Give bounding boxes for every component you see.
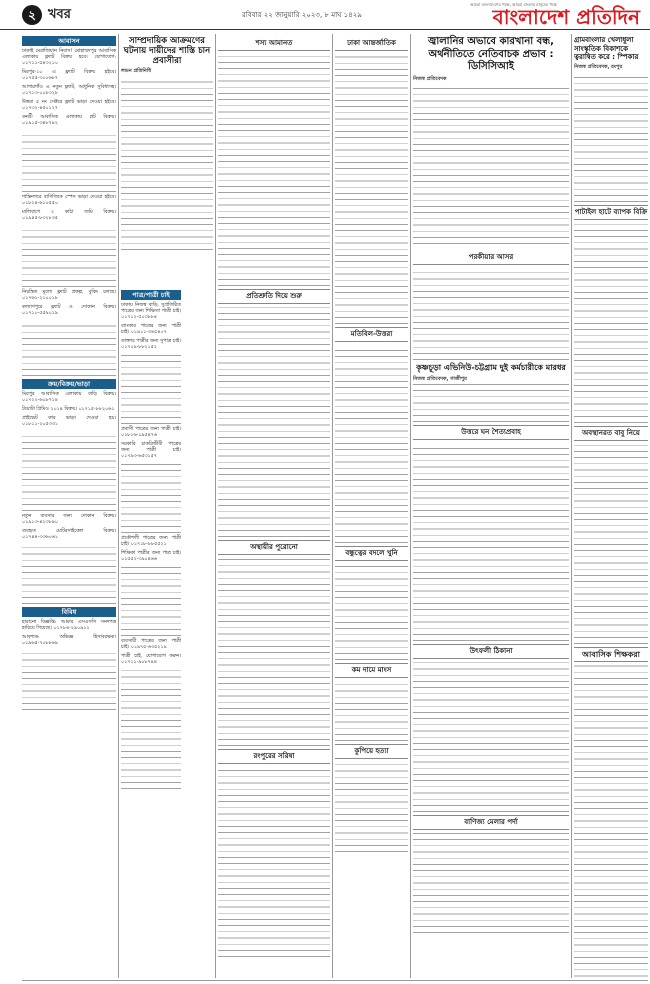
headline: আবাসিক শিক্ষকরা	[574, 647, 648, 662]
headline: রংপুরের সরিষা	[218, 749, 330, 764]
headline: মতিবিল-উত্তরা	[335, 327, 408, 342]
article-body	[218, 767, 330, 957]
article-a5-lead	[413, 34, 569, 244]
news-column-5	[413, 248, 569, 978]
article-body	[574, 665, 648, 979]
article-body	[335, 762, 408, 852]
article-body	[218, 558, 330, 746]
classified-item: ঢাকাই মেরাজিয়ান নিবাস! মোহাম্মদপুর আবাসিক এলাকায় ফ্ল্যাট বিক্রয় হবে। যোগাযোগ: ০১৭১১-৫৪৩২১০	[22, 49, 116, 66]
headline: শস্য আমানত	[218, 37, 330, 51]
classified-item: নতুন ব্যবসার জন্য দোকান বিক্রয়। ০১৯১৩-৪২৩৮৯০	[22, 514, 116, 525]
article-a1	[121, 34, 213, 254]
headline: অস্থায়ীর পুরোনো	[218, 540, 330, 555]
text-block	[22, 225, 116, 287]
headline: প্রতিশ্রুতি দিয়ে শুরু	[218, 289, 330, 304]
byline: নিজস্ব প্রতিবেদক, গাজীপুর	[413, 376, 467, 382]
article-body	[413, 833, 569, 933]
classified-section-title: আবাসন	[22, 36, 116, 46]
column-rule	[118, 34, 119, 978]
classified-item: মালিবাগে ২ কাঠা জমি বিক্রয়। ০১৯৪৫-৮৩২৮৩৫	[22, 210, 116, 221]
logo-tagline: আমরা বাংলাদেশের পক্ষে, আমরা বাংলার মানুষের পক্ষে	[470, 2, 557, 7]
classified-item: ডাক্তার পাত্রীর জন্য সুপাত্র চাই। ০১৭০৯-৮৮২১৫২	[121, 339, 181, 350]
classified-item: ব্যবসায়ী পাত্রের জন্য পাত্রী চাই। ০১৯৭৫-৬৩৫২১৯	[121, 639, 181, 650]
headline: উত্তরে ঘন শৈত্যপ্রবাহ	[413, 425, 569, 440]
text-block	[121, 566, 181, 636]
classified-item: প্রকৌশলী পাত্রের জন্য পাত্রী চাই। ০১৭১৮-৮৮৫৫২১	[121, 536, 181, 547]
classified-item: টয়োটা প্রিমিও ২০১৪ বিক্রয়। ০১৭১৫-৮৮২০৬১	[22, 407, 115, 412]
headline: অবস্থানরত বাবু নিয়ে	[574, 426, 648, 441]
classified-item: মিরপুর-১০ এ ফ্ল্যাট বিক্রয় হইবে। ০১৭৫৫-৩০০৬৮৭	[22, 70, 116, 81]
article-body	[335, 681, 408, 741]
logo-wordmark: বাংলাদেশ প্রতিদিন	[492, 5, 640, 29]
news-column-3	[218, 34, 330, 978]
classified-item: বনশ্রী আবাসিক এলাকায় প্লট বিক্রয়। ০১৯১৫-৩৪৮৭৯২	[22, 115, 116, 126]
classified-section	[22, 36, 116, 376]
classified-section	[22, 607, 116, 710]
classified-item: ব্যাংকার পাত্রের জন্য পাত্রী চাই। ০১৯১১-৩৪৫৪০৭	[121, 324, 181, 335]
classified-item: প্রবাসী পাত্রের জন্য পাত্রী চাই। ০১৮১৬-১৯৫৪৭৬	[121, 427, 181, 438]
headline: কম দামে মাংস	[335, 663, 408, 678]
classified-item: শিক্ষিকা পাত্রীর জন্য পাত্র চাই। ০১৫৫২-৩৯০৪৬৬	[121, 551, 181, 562]
classified-column	[22, 34, 116, 978]
headline: সাম্প্রদায়িক আক্রমণের ঘটনায় দায়ীদের শাস্তি চান প্রবাসীরা	[123, 36, 211, 66]
article-body	[413, 84, 569, 244]
article-body	[335, 54, 408, 324]
article-body	[121, 76, 213, 254]
news-column-right	[574, 34, 648, 978]
classified-item: ব্যবহৃত মোটরসাইকেল বিক্রয়। ০১৭৪৪-৩৩৬০৬১	[22, 529, 116, 540]
classified-item: প্রাইভেট কার ভাড়া দেওয়া হয়। ০১৮১১-২০৫৩৩১	[22, 416, 116, 427]
classified-item: কল্যাণপুরে ফ্ল্যাট ও দোকান বিক্রয়। ০১৭১০-৫৫৯০১৯	[22, 305, 116, 316]
classified-item: আগারগাঁও এ নতুন ফ্ল্যাট, আধুনিক সুবিধাসহ। ০১৭১৩-০০৮৩২৮	[22, 85, 116, 96]
byline: নিজস্ব প্রতিবেদক, রংপুর	[574, 63, 623, 70]
classified-item: ঢাকায় নিজস্ব বাড়ি, সুপ্রতিষ্ঠিত পাত্রের জন্য শিক্ষিতা পাত্রী চাই। ০১৭১২-৫০৩৮৮৪	[121, 303, 181, 320]
headline: বন্ধুত্বের বদলে খুনি	[335, 546, 408, 561]
headline: উৎফলী ঠিকানা	[413, 644, 569, 659]
classified-item: মিরপুর আবাসিক এলাকায় বাড়ি বিক্রয়। ০১৭২২-৬০৮৭১৪	[22, 392, 116, 403]
column-rule	[332, 34, 333, 978]
article-body	[413, 268, 569, 360]
classified-item: হারানো বিজ্ঞপ্তি: আমার এসএসসি সনদপত্র হারিয়ে গিয়েছে। ০১৭৮৪-২৯০৯১২	[22, 620, 116, 631]
headline: পাটাইল হাটে ব্যাপক বিক্রি	[574, 205, 648, 220]
column-rule	[215, 34, 216, 978]
classified-section-title: ক্রয়/বিক্রয়/ভাড়া	[22, 379, 116, 389]
column-rule	[571, 34, 572, 978]
text-block	[22, 544, 116, 604]
article-body	[574, 72, 648, 202]
classified-item: পাত্রী চাই, যোগাযোগ করুন। ০১৭১১-৯০৮৭৪৪	[121, 654, 181, 665]
text-block	[22, 320, 116, 376]
classified-item: সরকারি চাকরিজীবী পাত্রের জন্য পাত্রী চাই। ০১৭৯৩-৬৫৩১৫৭	[121, 442, 181, 459]
classified-section-title: বিবিধ	[22, 607, 116, 617]
section-name: খবর	[48, 7, 71, 22]
article-body	[413, 662, 569, 812]
text-block	[121, 463, 181, 533]
classified-item: উত্তরা ৫ নং সেক্টরে ফ্ল্যাট ভাড়া দেওয়া হইবে। ০১৭৩২-৪৫০১২৭	[22, 100, 116, 111]
bottom-rule	[22, 980, 648, 981]
text-block	[22, 431, 116, 511]
page-header	[0, 0, 650, 30]
classified-section-title: পাত্র/পাত্রী চাই	[121, 290, 181, 300]
page-number-badge: ২	[22, 5, 42, 25]
article-body	[335, 564, 408, 660]
headline: বাণিজ্য মেলার পর্দা	[413, 815, 569, 830]
text-block	[121, 354, 181, 424]
text-block	[22, 650, 116, 710]
headline: ঢাকা আন্তর্জাতিক	[335, 37, 408, 51]
article-body	[335, 345, 408, 543]
article-body	[574, 223, 648, 423]
headline: পরকীয়ার আসর	[413, 251, 569, 265]
classified-section	[22, 379, 116, 604]
article-body	[413, 384, 569, 422]
dateline: রবিবার ২২ জানুয়ারি ২০২৩, ৮ মাঘ ১৪২৯	[242, 11, 362, 19]
text-block	[22, 130, 116, 192]
headline: কৃষ্ণচূড়া এভিনিউ-চট্টগ্রাম দুই কর্মচারীকে মারধর	[416, 363, 566, 372]
byline: লন্ডন প্রতিনিধি	[121, 68, 152, 74]
headline: কুপিয়ে হত্যা	[335, 744, 408, 759]
classified-item: শান্তিনগরে বাণিজ্যিক স্পেস ভাড়া দেওয়া হইবে। ০১৮২৪-৬১০৫৫০	[22, 195, 116, 206]
byline: নিজস্ব প্রতিবেদক	[413, 75, 447, 82]
text-block	[121, 669, 181, 789]
article-body	[574, 444, 648, 644]
headline: গ্রামবাংলার খেলাধুলা সাংস্কৃতিক বিকাশকে ত্বরান্বিত করে : স্পিকার	[574, 36, 639, 61]
column-rule	[410, 34, 411, 978]
headline: জ্বালানির অভাবে কারখানা বন্ধ, অর্থনীতিতে নেতিবাচক প্রভাব : ডিসিসিআই	[428, 36, 554, 72]
news-column-4	[335, 34, 408, 978]
newspaper-logo	[470, 2, 640, 28]
article-body	[218, 54, 330, 286]
article-body	[413, 443, 569, 641]
article-body	[218, 307, 330, 537]
classified-item: নিয়ন্ত্রিত মূল্যে ফ্ল্যাট প্রকল্প, বুকিং চলছে। ০১৭৬১-২১০০১৮	[22, 290, 116, 301]
classified-item: আবশ্যক: অভিজ্ঞ হিসাবরক্ষক। ০১৯৬৫-৭০৮৮৬৯	[22, 635, 116, 646]
